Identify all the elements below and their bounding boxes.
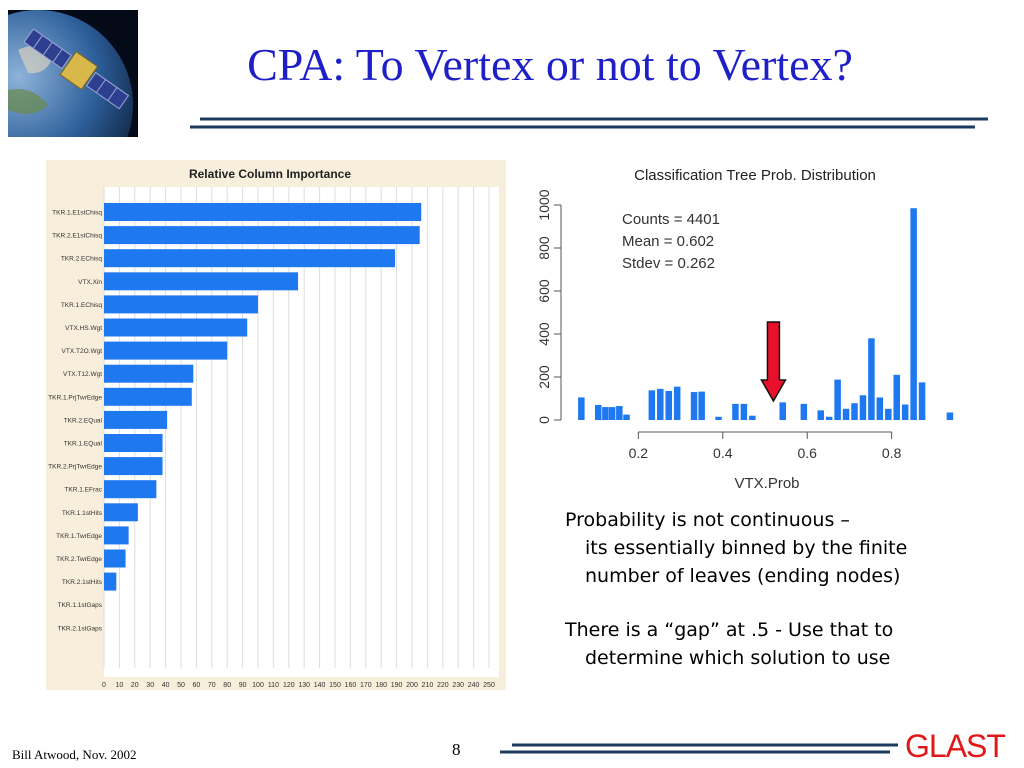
x-tick-label: 160 [344,682,357,689]
category-label: TKR.2.EQual [63,417,102,425]
histogram-bar [698,392,705,420]
chart-title: Relative Column Importance [188,167,352,181]
x-tick-label: 20 [130,682,139,689]
x-tick-label: 70 [207,682,216,689]
importance-bar [104,226,420,244]
x-tick-label: 220 [436,682,449,689]
histogram-bar [691,392,698,420]
x-tick-label: 90 [238,682,247,689]
histogram-bar [609,407,616,420]
x-tick-label: 210 [421,682,434,689]
category-label: TKR.2.1stGaps [57,625,102,633]
importance-bar [104,319,247,337]
histogram-bar [578,397,585,420]
histogram-bar [851,403,858,420]
importance-bar [104,249,395,267]
prob-distribution-chart [525,158,965,498]
y-tick-label: 800 [536,236,552,260]
note-line: determine which solution to use [585,647,891,669]
importance-bar [104,272,298,290]
category-label: VTX.HS.Wgt [65,325,102,332]
category-label: TKR.1.EQual [63,440,102,448]
importance-bar [104,295,258,313]
category-label: VTX.T2O.Wgt [61,348,102,356]
histogram-bar [843,409,850,420]
x-tick-label: 140 [313,682,326,689]
histogram-bar [919,382,926,420]
histogram-bar [868,338,875,420]
category-label: TKR.2.EChisq [60,255,102,263]
histogram-bar [801,404,808,420]
x-tick-label: 100 [252,682,264,689]
x-tick-label: 0.2 [628,445,649,461]
category-label: VTX.T12.Wgt [62,371,102,379]
importance-bar [104,411,167,429]
histogram-bar [732,404,739,420]
histogram-bar [910,208,917,420]
category-label: TKR.2.E1stChisq [52,232,102,240]
category-label: TKR.1.TwrEdge [56,532,102,540]
note-line: There is a “gap” at .5 - Use that to [565,619,894,641]
stats-line: Stdev = 0.262 [622,255,715,272]
importance-bar [104,388,192,406]
x-tick-label: 130 [298,682,311,689]
y-tick-label: 600 [536,279,552,303]
category-label: TKR.2.PrjTwrEdge [48,463,102,471]
histogram-bar [817,410,824,420]
category-label: TKR.1.1stGaps [57,602,102,610]
histogram-bar [947,412,954,420]
histogram-bar [616,406,623,420]
x-tick-label: 170 [359,682,372,689]
chart-title: Classification Tree Prob. Distribution [634,167,876,184]
importance-bar [104,203,421,221]
importance-bar [104,457,163,475]
footer-author: Bill Atwood, Nov. 2002 [12,747,137,762]
histogram-bar [674,387,681,420]
x-tick-label: 200 [406,682,418,689]
x-tick-label: 230 [452,682,465,689]
y-tick-label: 1000 [536,189,552,221]
category-label: TKR.1.PrjTwrEdge [48,394,102,402]
importance-bar [104,365,193,383]
x-tick-label: 80 [223,682,232,689]
x-tick-label: 30 [146,682,155,689]
x-tick-label: 0.8 [881,445,902,461]
stats-line: Counts = 4401 [622,211,720,228]
histogram-bar [749,416,756,420]
histogram-bar [834,380,841,420]
histogram-bar [902,405,909,420]
importance-bar [104,342,227,360]
x-axis-label: VTX.Prob [734,475,800,492]
x-tick-label: 50 [177,682,185,689]
category-label: TKR.2.1stHits [61,579,102,587]
gap-arrow-icon [761,322,785,401]
x-tick-label: 190 [390,682,403,689]
x-tick-label: 250 [483,682,495,689]
importance-bar [104,434,163,452]
x-tick-label: 40 [161,682,170,689]
importance-bar [104,503,138,521]
histogram-bar [860,395,867,420]
slide-title: CPA: To Vertex or not to Vertex? [247,39,853,90]
category-label: TKR.2.TwrEdge [56,556,102,563]
category-label: TKR.1.EFrac [64,486,102,494]
histogram-bar [741,404,748,420]
importance-bar [104,526,129,544]
histogram-bar [665,391,672,420]
importance-bar [104,550,126,568]
importance-bar [104,573,116,591]
category-label: TKR.1.EChisq [60,301,102,309]
page-number: 8 [452,740,461,759]
category-label: VTX.Xin [78,278,102,286]
y-tick-label: 0 [536,416,552,424]
title-underline [190,116,990,132]
x-tick-label: 180 [375,682,388,689]
satellite-logo [8,10,138,137]
x-tick-label: 150 [329,682,341,689]
x-tick-label: 0.6 [797,445,817,461]
note-line: number of leaves (ending nodes) [585,565,901,587]
histogram-bar [715,417,722,420]
footer-rule [500,742,900,756]
x-tick-label: 120 [282,682,295,689]
category-label: TKR.1.E1stChisq [52,209,102,217]
slide-notes [565,506,1005,672]
importance-bar [104,480,156,498]
histogram-bar [877,397,884,420]
histogram-bar [595,405,602,420]
histogram-bar [602,407,609,420]
stats-line: Mean = 0.602 [622,233,715,250]
histogram-bar [893,375,900,420]
histogram-bar [826,417,833,420]
x-tick-label: 60 [192,682,201,689]
histogram-bar [779,402,786,420]
x-tick-label: 110 [267,682,279,689]
note-line: Probability is not continuous – [565,509,850,531]
x-tick-label: 0.4 [713,445,733,461]
histogram-bar [623,415,630,420]
histogram-bar [657,389,664,420]
histogram-bar [649,390,656,420]
x-tick-label: 0 [102,682,106,689]
glast-logo: GLAST [905,728,1005,764]
x-tick-label: 240 [467,682,480,689]
note-line: its essentially binned by the finite [585,537,908,559]
category-label: TKR.1.1stHits [61,509,102,517]
y-tick-label: 200 [536,365,552,389]
x-tick-label: 10 [115,682,124,689]
histogram-bar [885,409,892,420]
column-importance-chart [46,160,506,690]
y-tick-label: 400 [536,322,552,346]
